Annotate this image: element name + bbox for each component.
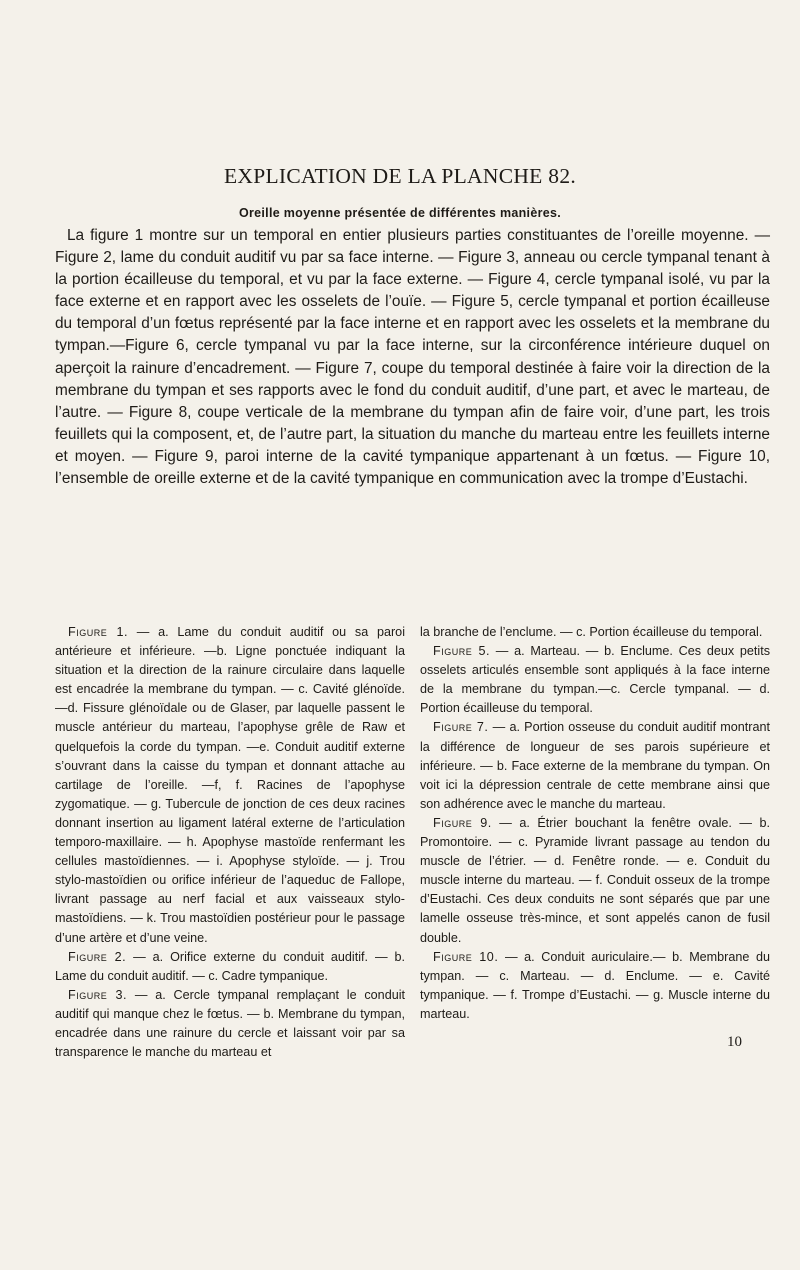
left-column [55,623,405,1062]
figure-7-entry [420,718,770,813]
figure-3-continuation: la branche de l’enclume. — c. Portion écailleuse du temporal. [420,625,763,639]
intro-text: La figure 1 montre sur un temporal en entier plusieurs parties constituantes de l’oreille moyenne. — Figure 2, lame du conduit auditif vu par sa face interne. — Figure 3, anneau ou cercle tympanal tenant à la portion écailleuse du temporal, et vu par la face externe. — Figure 4, cercle tympanal isolé, vu par la face externe et en rapport avec les osselets de l’ouïe. — Figure 5, cercle tympanal et portion écailleuse du temporal d’un fœtus représenté par la face interne et en rapport avec les osselets et la membrane du tympan.—Figure 6, cercle tympanal vu par la face interne, sur la circonférence intérieure duquel on aperçoit la rainure d’encadrement. — Figure 7, coupe du temporal destinée à faire voir la direction de la membrane du tympan et ses rapports avec le fond du conduit auditif, d’une part, et avec le marteau, de l’autre. — Figure 8, coupe verticale de la membrane du tympan afin de faire voir, d’une part, les trois feuillets qui la composent, et, de l’autre part, la situation du manche du marteau entre les feuillets interne et moyen. — Figure 9, paroi interne de la cavité tympanique appartenant à un fœtus. — Figure 10, l’ensemble de oreille externe et de la cavité tympanique en communication avec la trompe d’Eustachi. [55,227,770,488]
figure-3-label: Figure 3. [68,987,128,1002]
figure-5-label: Figure 5. [433,644,490,659]
figure-5-text: — a. Marteau. — b. Enclume. Ces deux petits osselets articulés ensemble sont appliqués à la face interne de la membrane du tympan.—c. Cercle tympanal. — d. Portion écailleuse du temporal. [420,644,771,716]
figure-3-text: — a. Cercle tympanal remplaçant le conduit auditif qui manque chez le fœtus. — b. Membrane du tympan, encadrée dans une rainure du cercle et laissant voir par sa transparence le manche du marteau et [55,987,405,1060]
figure-1-entry [55,623,405,948]
figure-5-entry [420,642,770,718]
figure-10-entry [420,948,770,1024]
figure-2-label: Figure 2. [68,949,127,964]
intro-paragraph [55,225,770,490]
page-title: EXPLICATION DE LA PLANCHE 82. [223,164,577,188]
figure-7-text: — a. Portion osseuse du conduit auditif montrant la différence de longueur de ses parois supérieure et inférieure. — b. Face externe de la membrane du tympan. On voit ici la dépression centrale de cette membrane ainsi que son adhérence avec le manche du marteau. [420,720,770,811]
figure-1-label: Figure 1. [68,625,128,639]
figure-9-label: Figure 9. [433,815,492,830]
page-number: 10 [727,1034,742,1050]
right-column [420,623,770,1024]
figure-3-entry [55,986,405,1062]
figure-9-text: — a. Étrier bouchant la fenêtre ovale. — b. Promontoire. — c. Pyramide livrant passage au tendon du muscle de l’étrier. — d. Fenêtre ronde. — e. Conduit du muscle interne du marteau. — f. Conduit osseux de la trompe d’Eustachi. Ces deux conduits ne sont séparés que par une lamelle osseuse très-mince, et sont appelés canon de fusil double. [420,815,770,945]
figure-1-text: — a. Lame du conduit auditif ou sa paroi antérieure et inférieure. —b. Ligne ponctuée indiquant la situation et la direction de la rainure circulaire dans laquelle est encadrée la membrane du tympan. — c. Cavité glénoïde. —d. Fissure glénoïdale ou de Glaser, par laquelle passent le muscle antérieur du marteau, l’apophyse grêle de Raw et quelquefois la corde du tympan. —e. Conduit auditif externe s’ouvrant dans la caisse du tympan et donnant attache au cartilage de l’oreille. —f, f. Racines de l’apophyse zygomatique. — g. Tubercule de jonction de ces deux racines donnant insertion au ligament latéral externe de l’articulation temporo-maxillaire. — h. Apophyse mastoïde renfermant les cellules mastoïdiennes. — i. Apophyse styloïde. — j. Trou stylo-mastoïdien ou orifice inférieur de l’aqueduc de Fallope, livrant passage au nerf facial et aux vaisseaux stylo-mastoïdiens. — k. Trou mastoïdien postérieur pour le passage d’une artère et d’une veine. [55,625,405,945]
figure-2-text: — a. Orifice externe du conduit auditif. — b. Lame du conduit auditif. — c. Cadre tympanique. [55,949,405,983]
figure-10-label: Figure 10. [433,949,499,964]
figure-2-entry [55,948,405,986]
page-subtitle: Oreille moyenne présentée de différentes manières. [238,206,562,220]
figure-9-entry [420,814,770,948]
figure-7-label: Figure 7. [433,720,489,735]
figure-10-text: — a. Conduit auriculaire.— b. Membrane du tympan. — c. Marteau. — d. Enclume. — e. Cavité tympanique. — f. Trompe d’Eustachi. — g. Muscle interne du marteau. [420,949,771,1021]
